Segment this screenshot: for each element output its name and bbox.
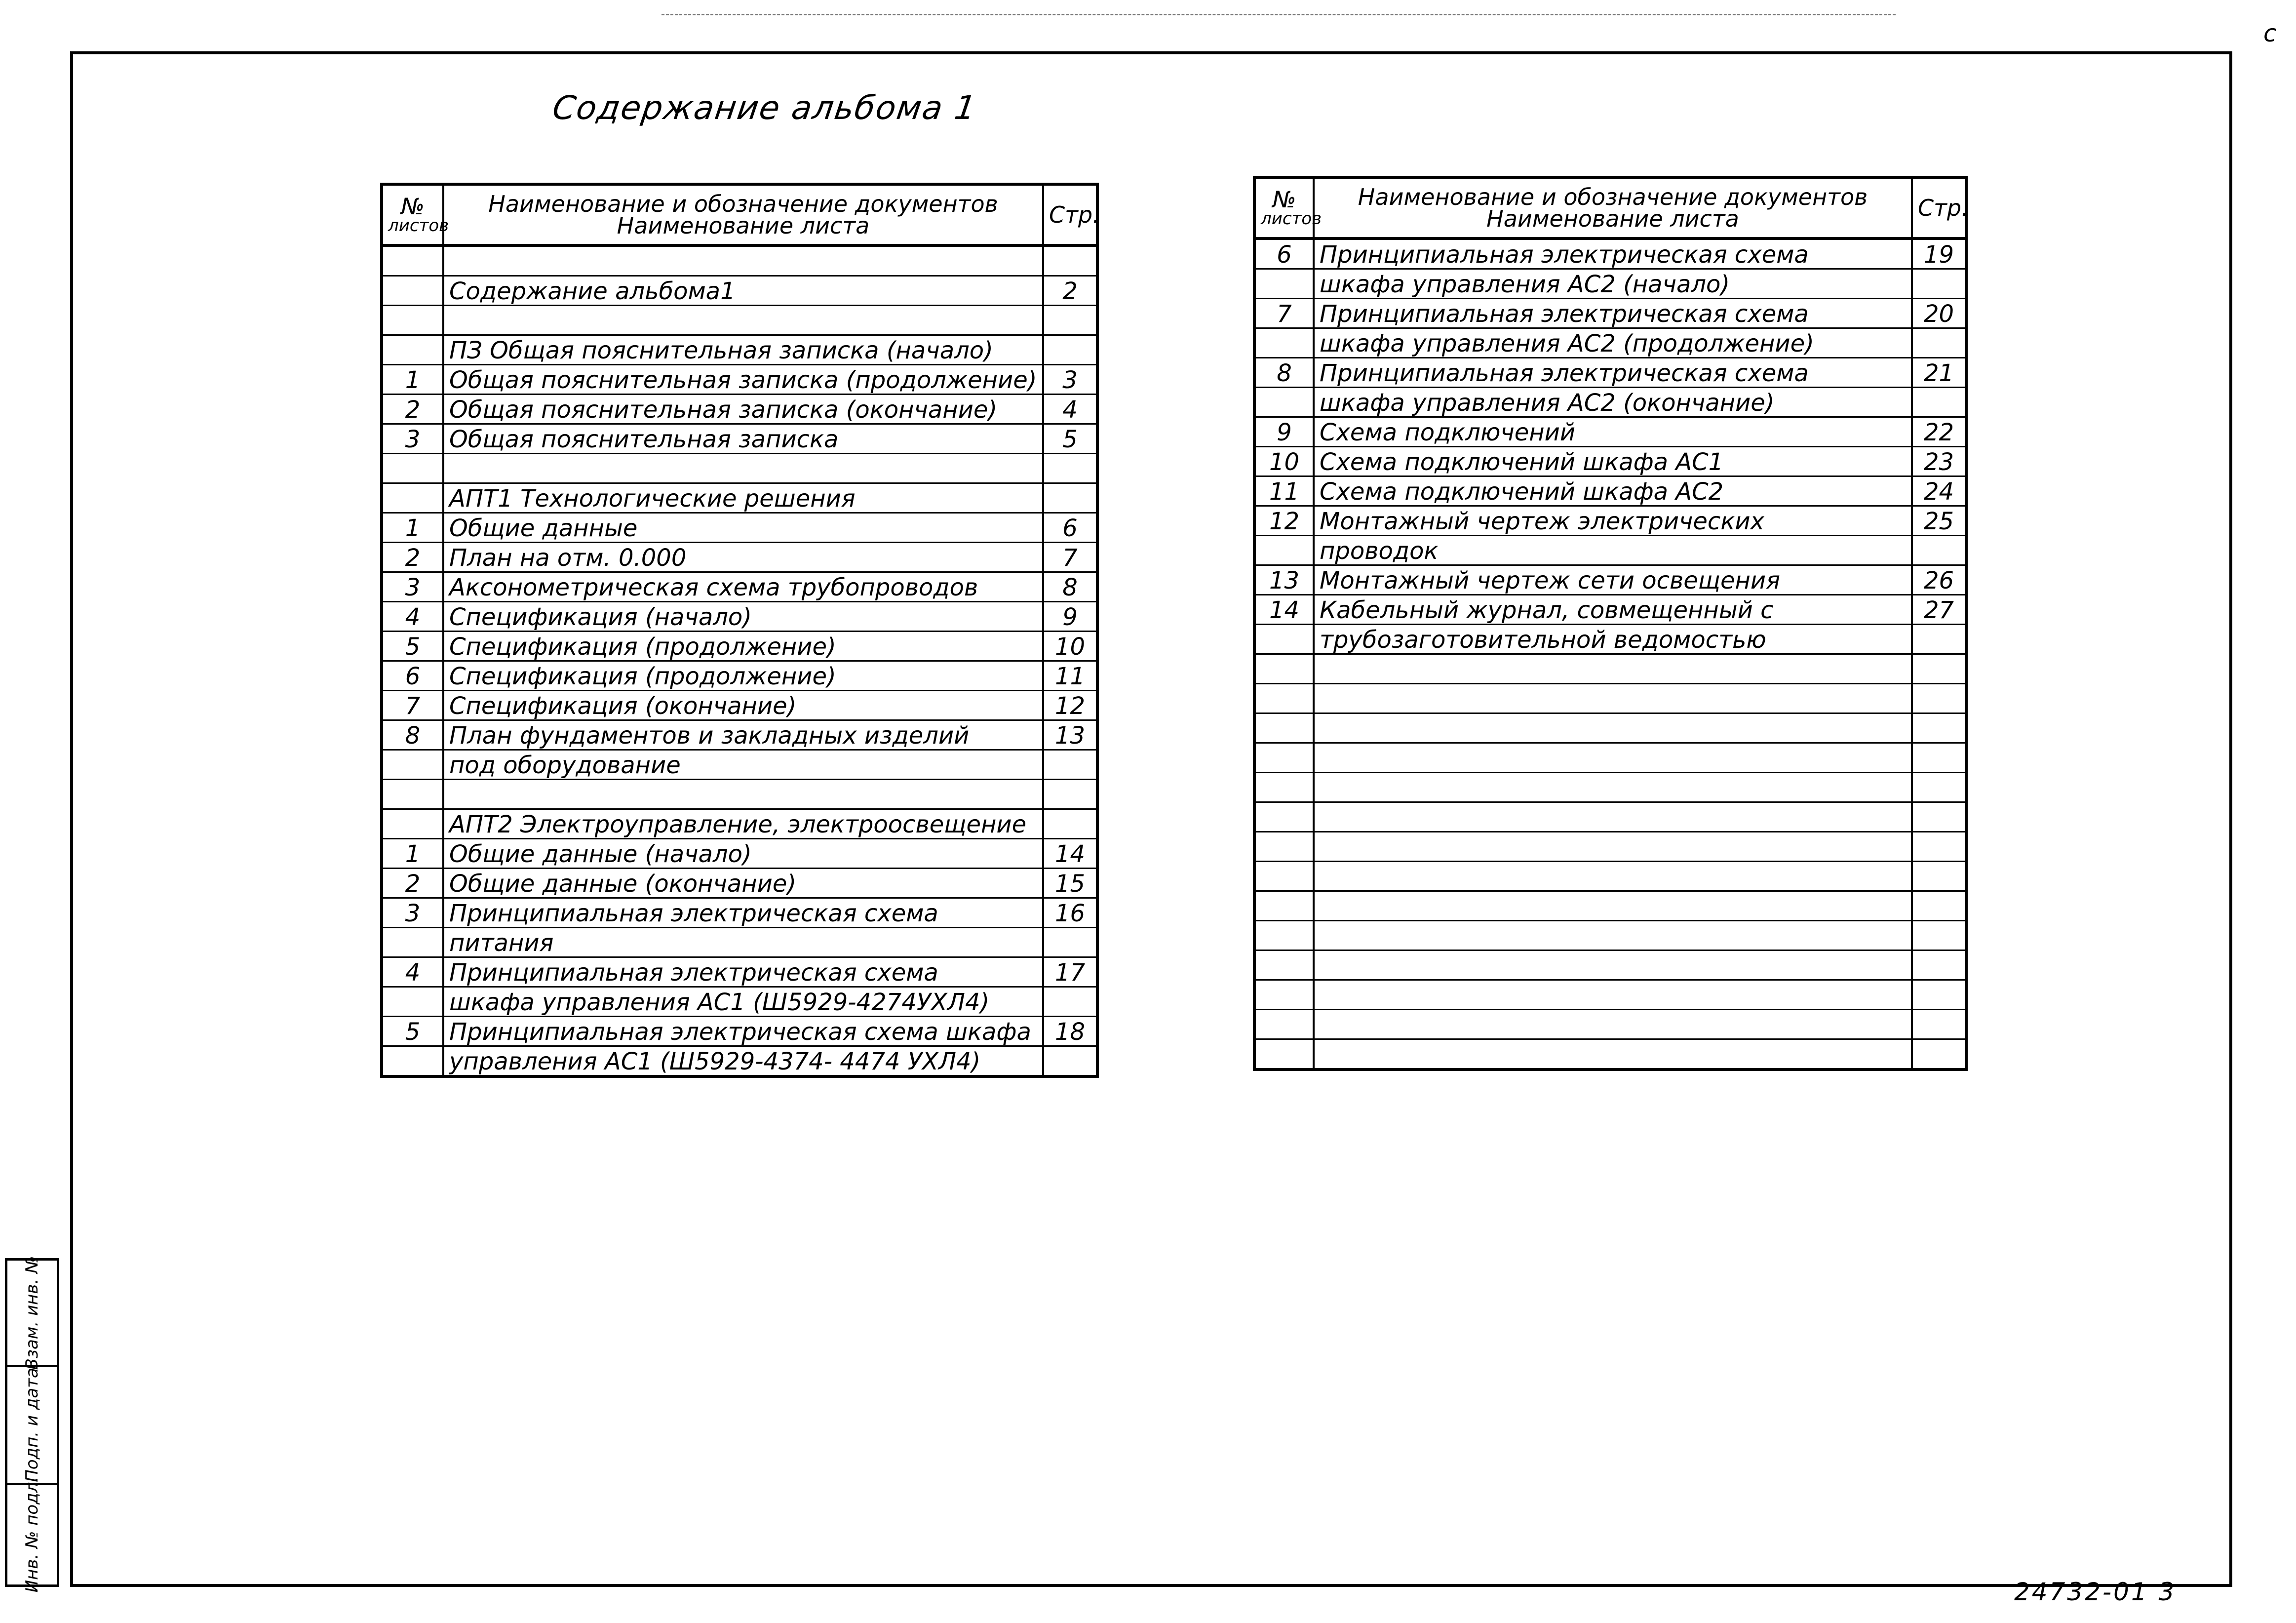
row-number xyxy=(1254,1010,1314,1039)
row-page: 20 xyxy=(1912,299,1966,328)
row-number xyxy=(1254,773,1314,802)
row-page xyxy=(1912,1039,1966,1070)
row-number: 5 xyxy=(382,1017,443,1046)
header-name-line2: Наименование листа xyxy=(1486,205,1739,232)
table-row xyxy=(382,483,1097,513)
table-row xyxy=(382,1017,1097,1046)
table-row xyxy=(1254,358,1966,388)
row-number xyxy=(382,276,443,306)
table-row xyxy=(1254,713,1966,743)
row-number xyxy=(382,1046,443,1077)
row-page: 13 xyxy=(1043,720,1097,750)
row-name xyxy=(1314,891,1912,921)
row-number xyxy=(1254,891,1314,921)
row-page xyxy=(1912,684,1966,713)
table-row xyxy=(1254,506,1966,536)
table-header-row xyxy=(382,184,1097,245)
table-row xyxy=(382,245,1097,276)
row-number: 3 xyxy=(382,424,443,454)
row-number: 4 xyxy=(382,957,443,987)
row-page xyxy=(1043,809,1097,839)
row-page: 26 xyxy=(1912,565,1966,595)
table-row xyxy=(382,1046,1097,1077)
table-header-row xyxy=(1254,177,1966,238)
table-row xyxy=(382,543,1097,572)
row-number: 12 xyxy=(1254,506,1314,536)
row-name: Принципиальная электрическая схема xyxy=(1314,238,1912,269)
row-page xyxy=(1043,335,1097,365)
table-row xyxy=(382,898,1097,928)
header-num-sub: листов xyxy=(1261,209,1322,229)
table-row xyxy=(1254,1039,1966,1070)
row-name: АПТ1 Технологические решения xyxy=(443,483,1043,513)
contents-table-right xyxy=(1253,176,1968,1071)
row-page: 25 xyxy=(1912,506,1966,536)
row-name: Содержание альбома1 xyxy=(443,276,1043,306)
header-name xyxy=(443,184,1043,245)
row-page: 7 xyxy=(1043,543,1097,572)
row-name: под оборудование xyxy=(443,750,1043,780)
row-number: 8 xyxy=(1254,358,1314,388)
row-page xyxy=(1912,713,1966,743)
row-name xyxy=(443,780,1043,809)
row-name: шкафа управления АС2 (начало) xyxy=(1314,269,1912,299)
row-name: Принципиальная электрическая схема xyxy=(443,898,1043,928)
row-page xyxy=(1912,625,1966,654)
row-number: 3 xyxy=(382,898,443,928)
row-name: управления АС1 (Ш5929-4374- 4474 УХЛ4) xyxy=(443,1046,1043,1077)
row-page: 12 xyxy=(1043,691,1097,720)
table-row xyxy=(1254,684,1966,713)
row-number: 9 xyxy=(1254,417,1314,447)
row-number xyxy=(382,306,443,335)
row-number xyxy=(1254,328,1314,358)
row-page xyxy=(1912,980,1966,1010)
row-number: 2 xyxy=(382,543,443,572)
row-name: Монтажный чертеж сети освещения xyxy=(1314,565,1912,595)
stamp-label-signature: Подп. и дата xyxy=(22,1368,42,1482)
stamp-cell-signature xyxy=(7,1367,57,1485)
row-number xyxy=(382,809,443,839)
row-number xyxy=(1254,654,1314,684)
right-table-body xyxy=(1254,238,1966,1069)
row-page: 5 xyxy=(1043,424,1097,454)
row-name xyxy=(1314,1039,1912,1070)
row-number: 6 xyxy=(1254,238,1314,269)
table-row xyxy=(1254,743,1966,773)
row-name: проводок xyxy=(1314,536,1912,565)
row-page: 15 xyxy=(1043,869,1097,898)
row-page: 16 xyxy=(1043,898,1097,928)
table-row xyxy=(1254,625,1966,654)
row-page: 19 xyxy=(1912,238,1966,269)
row-page: 3 xyxy=(1043,365,1097,395)
row-name: Кабельный журнал, совмещенный с xyxy=(1314,595,1912,625)
contents-table-left xyxy=(380,183,1099,1078)
row-number xyxy=(1254,950,1314,980)
page-title: Содержание альбома 1 xyxy=(550,89,979,127)
row-page: 10 xyxy=(1043,632,1097,661)
row-name: Принципиальная электрическая схема шкафа xyxy=(443,1017,1043,1046)
row-page: 27 xyxy=(1912,595,1966,625)
row-page xyxy=(1912,269,1966,299)
table-row xyxy=(382,276,1097,306)
table-row xyxy=(1254,388,1966,417)
row-page xyxy=(1043,750,1097,780)
row-number xyxy=(1254,625,1314,654)
row-name xyxy=(1314,950,1912,980)
row-number: 7 xyxy=(382,691,443,720)
row-number xyxy=(1254,713,1314,743)
row-number xyxy=(1254,862,1314,891)
row-number xyxy=(1254,802,1314,832)
table-row xyxy=(382,720,1097,750)
row-number: 2 xyxy=(382,395,443,424)
row-number: 14 xyxy=(1254,595,1314,625)
table-row xyxy=(1254,654,1966,684)
row-number xyxy=(382,335,443,365)
row-name xyxy=(1314,862,1912,891)
row-name: трубозаготовительной ведомостью xyxy=(1314,625,1912,654)
row-name: План фундаментов и закладных изделий xyxy=(443,720,1043,750)
row-name: Принципиальная электрическая схема xyxy=(1314,358,1912,388)
row-page xyxy=(1043,1046,1097,1077)
header-name-line2: Наименование листа xyxy=(617,212,870,239)
row-page: 14 xyxy=(1043,839,1097,869)
row-number: 2 xyxy=(382,869,443,898)
row-name: Схема подключений xyxy=(1314,417,1912,447)
row-page xyxy=(1912,832,1966,862)
row-number xyxy=(1254,743,1314,773)
header-num-label: № xyxy=(401,193,425,220)
table-row xyxy=(1254,921,1966,950)
row-name: Общие данные xyxy=(443,513,1043,543)
table-row xyxy=(382,365,1097,395)
row-page xyxy=(1912,891,1966,921)
row-page: 17 xyxy=(1043,957,1097,987)
row-number xyxy=(382,928,443,957)
table-row xyxy=(1254,447,1966,476)
row-page: 22 xyxy=(1912,417,1966,447)
row-page xyxy=(1912,862,1966,891)
row-name xyxy=(1314,980,1912,1010)
row-name xyxy=(1314,654,1912,684)
table-row xyxy=(382,335,1097,365)
row-number: 1 xyxy=(382,513,443,543)
row-page xyxy=(1043,245,1097,276)
row-name: Принципиальная электрическая схема xyxy=(443,957,1043,987)
row-page xyxy=(1912,328,1966,358)
stamp-cell-replacement xyxy=(7,1256,57,1370)
row-name: Спецификация (продолжение) xyxy=(443,661,1043,691)
row-number xyxy=(1254,388,1314,417)
table-row xyxy=(382,987,1097,1017)
row-page xyxy=(1043,454,1097,483)
row-page xyxy=(1912,802,1966,832)
header-name-line1: Наименование и обозначение документов xyxy=(488,191,998,217)
row-name: АПТ2 Электроуправление, электроосвещение xyxy=(443,809,1043,839)
row-number xyxy=(382,245,443,276)
row-name: Общие данные (начало) xyxy=(443,839,1043,869)
table-row xyxy=(382,424,1097,454)
table-row xyxy=(1254,773,1966,802)
header-num xyxy=(1254,177,1322,238)
row-number: 3 xyxy=(382,572,443,602)
row-name: шкафа управления АС2 (продолжение) xyxy=(1314,328,1912,358)
row-name xyxy=(1314,802,1912,832)
row-name: Общая пояснительная записка (окончание) xyxy=(443,395,1043,424)
row-name: Монтажный чертеж электрических xyxy=(1314,506,1912,536)
table-row xyxy=(1254,950,1966,980)
row-name xyxy=(443,306,1043,335)
row-page xyxy=(1912,1010,1966,1039)
row-page xyxy=(1912,773,1966,802)
row-name: питания xyxy=(443,928,1043,957)
row-name xyxy=(1314,713,1912,743)
row-name: Спецификация (окончание) xyxy=(443,691,1043,720)
row-number xyxy=(1254,536,1314,565)
header-num xyxy=(382,184,449,245)
table-row xyxy=(382,661,1097,691)
table-row xyxy=(1254,802,1966,832)
table-row xyxy=(382,306,1097,335)
row-number xyxy=(1254,980,1314,1010)
stamp-label-inventory: Инв. № подл. xyxy=(22,1476,42,1593)
row-number xyxy=(1254,684,1314,713)
sheet-number: 24732-01 3 xyxy=(2014,1578,2177,1606)
row-page xyxy=(1912,743,1966,773)
table-row xyxy=(382,839,1097,869)
row-number xyxy=(1254,269,1314,299)
row-number: 1 xyxy=(382,365,443,395)
stamp-cell-inventory xyxy=(7,1476,57,1593)
table-row xyxy=(382,572,1097,602)
row-name xyxy=(443,245,1043,276)
header-num-label: № xyxy=(1272,186,1296,213)
table-row xyxy=(1254,891,1966,921)
header-page: Стр. xyxy=(1912,177,1966,238)
row-page: 23 xyxy=(1912,447,1966,476)
row-page: 2 xyxy=(1043,276,1097,306)
row-number: 7 xyxy=(1254,299,1314,328)
row-page: 4 xyxy=(1043,395,1097,424)
row-name xyxy=(1314,773,1912,802)
row-name: Общая пояснительная записка xyxy=(443,424,1043,454)
row-name: Спецификация (начало) xyxy=(443,602,1043,632)
table-row xyxy=(1254,476,1966,506)
row-page xyxy=(1912,654,1966,684)
row-name: Аксонометрическая схема трубопроводов xyxy=(443,572,1043,602)
table-row xyxy=(382,691,1097,720)
row-name: План на отм. 0.000 xyxy=(443,543,1043,572)
header-name-line1: Наименование и обозначение документов xyxy=(1358,184,1868,210)
row-page xyxy=(1043,987,1097,1017)
table-row xyxy=(1254,565,1966,595)
row-page xyxy=(1912,536,1966,565)
row-number xyxy=(382,780,443,809)
top-dashed-line xyxy=(662,14,1896,17)
row-page: 24 xyxy=(1912,476,1966,506)
row-page: 21 xyxy=(1912,358,1966,388)
row-name: Схема подключений шкафа АС2 xyxy=(1314,476,1912,506)
table-row xyxy=(1254,417,1966,447)
row-name xyxy=(443,454,1043,483)
table-row xyxy=(382,602,1097,632)
row-page: 11 xyxy=(1043,661,1097,691)
row-page: 6 xyxy=(1043,513,1097,543)
row-number: 13 xyxy=(1254,565,1314,595)
row-page xyxy=(1043,306,1097,335)
row-number: 8 xyxy=(382,720,443,750)
row-page xyxy=(1043,928,1097,957)
row-page: 9 xyxy=(1043,602,1097,632)
row-page xyxy=(1912,950,1966,980)
row-name: шкафа управления АС2 (окончание) xyxy=(1314,388,1912,417)
row-name xyxy=(1314,684,1912,713)
row-name: Принципиальная электрическая схема xyxy=(1314,299,1912,328)
table-row xyxy=(1254,536,1966,565)
row-name: Общая пояснительная записка (продолжение) xyxy=(443,365,1043,395)
row-name: Схема подключений шкафа АС1 xyxy=(1314,447,1912,476)
table-row xyxy=(382,869,1097,898)
row-name xyxy=(1314,1010,1912,1039)
table-row xyxy=(382,928,1097,957)
header-name xyxy=(1314,177,1912,238)
row-number xyxy=(382,750,443,780)
row-number: 11 xyxy=(1254,476,1314,506)
table-row xyxy=(1254,595,1966,625)
table-row xyxy=(382,632,1097,661)
row-name: ПЗ Общая пояснительная записка (начало) xyxy=(443,335,1043,365)
table-row xyxy=(1254,328,1966,358)
row-name xyxy=(1314,743,1912,773)
row-number xyxy=(382,987,443,1017)
row-page xyxy=(1912,921,1966,950)
table-row xyxy=(382,395,1097,424)
table-row xyxy=(382,750,1097,780)
left-table-body xyxy=(382,245,1097,1076)
table-row xyxy=(1254,299,1966,328)
row-number: 6 xyxy=(382,661,443,691)
row-number xyxy=(1254,921,1314,950)
row-page: 8 xyxy=(1043,572,1097,602)
table-row xyxy=(1254,862,1966,891)
table-row xyxy=(1254,980,1966,1010)
header-page: Стр. xyxy=(1043,184,1097,245)
table-row xyxy=(382,809,1097,839)
row-name: шкафа управления АС1 (Ш5929-4274УХЛ4) xyxy=(443,987,1043,1017)
table-row xyxy=(1254,238,1966,269)
table-row xyxy=(1254,1010,1966,1039)
row-page xyxy=(1043,780,1097,809)
stamp-label-replacement: Взам. инв. № xyxy=(22,1256,42,1370)
row-name xyxy=(1314,921,1912,950)
table-row xyxy=(382,957,1097,987)
table-row xyxy=(382,780,1097,809)
row-number: 4 xyxy=(382,602,443,632)
corner-mark: c xyxy=(2263,20,2277,47)
row-name: Спецификация (продолжение) xyxy=(443,632,1043,661)
row-number xyxy=(382,454,443,483)
row-number: 1 xyxy=(382,839,443,869)
row-page: 18 xyxy=(1043,1017,1097,1046)
table-row xyxy=(1254,832,1966,862)
row-number xyxy=(1254,1039,1314,1070)
row-page xyxy=(1043,483,1097,513)
table-row xyxy=(382,513,1097,543)
row-name xyxy=(1314,832,1912,862)
row-number: 5 xyxy=(382,632,443,661)
table-row xyxy=(1254,269,1966,299)
row-page xyxy=(1912,388,1966,417)
header-num-sub: листов xyxy=(388,216,449,236)
side-stamp xyxy=(5,1256,59,1593)
row-number: 10 xyxy=(1254,447,1314,476)
row-number xyxy=(382,483,443,513)
row-number xyxy=(1254,832,1314,862)
row-name: Общие данные (окончание) xyxy=(443,869,1043,898)
table-row xyxy=(382,454,1097,483)
